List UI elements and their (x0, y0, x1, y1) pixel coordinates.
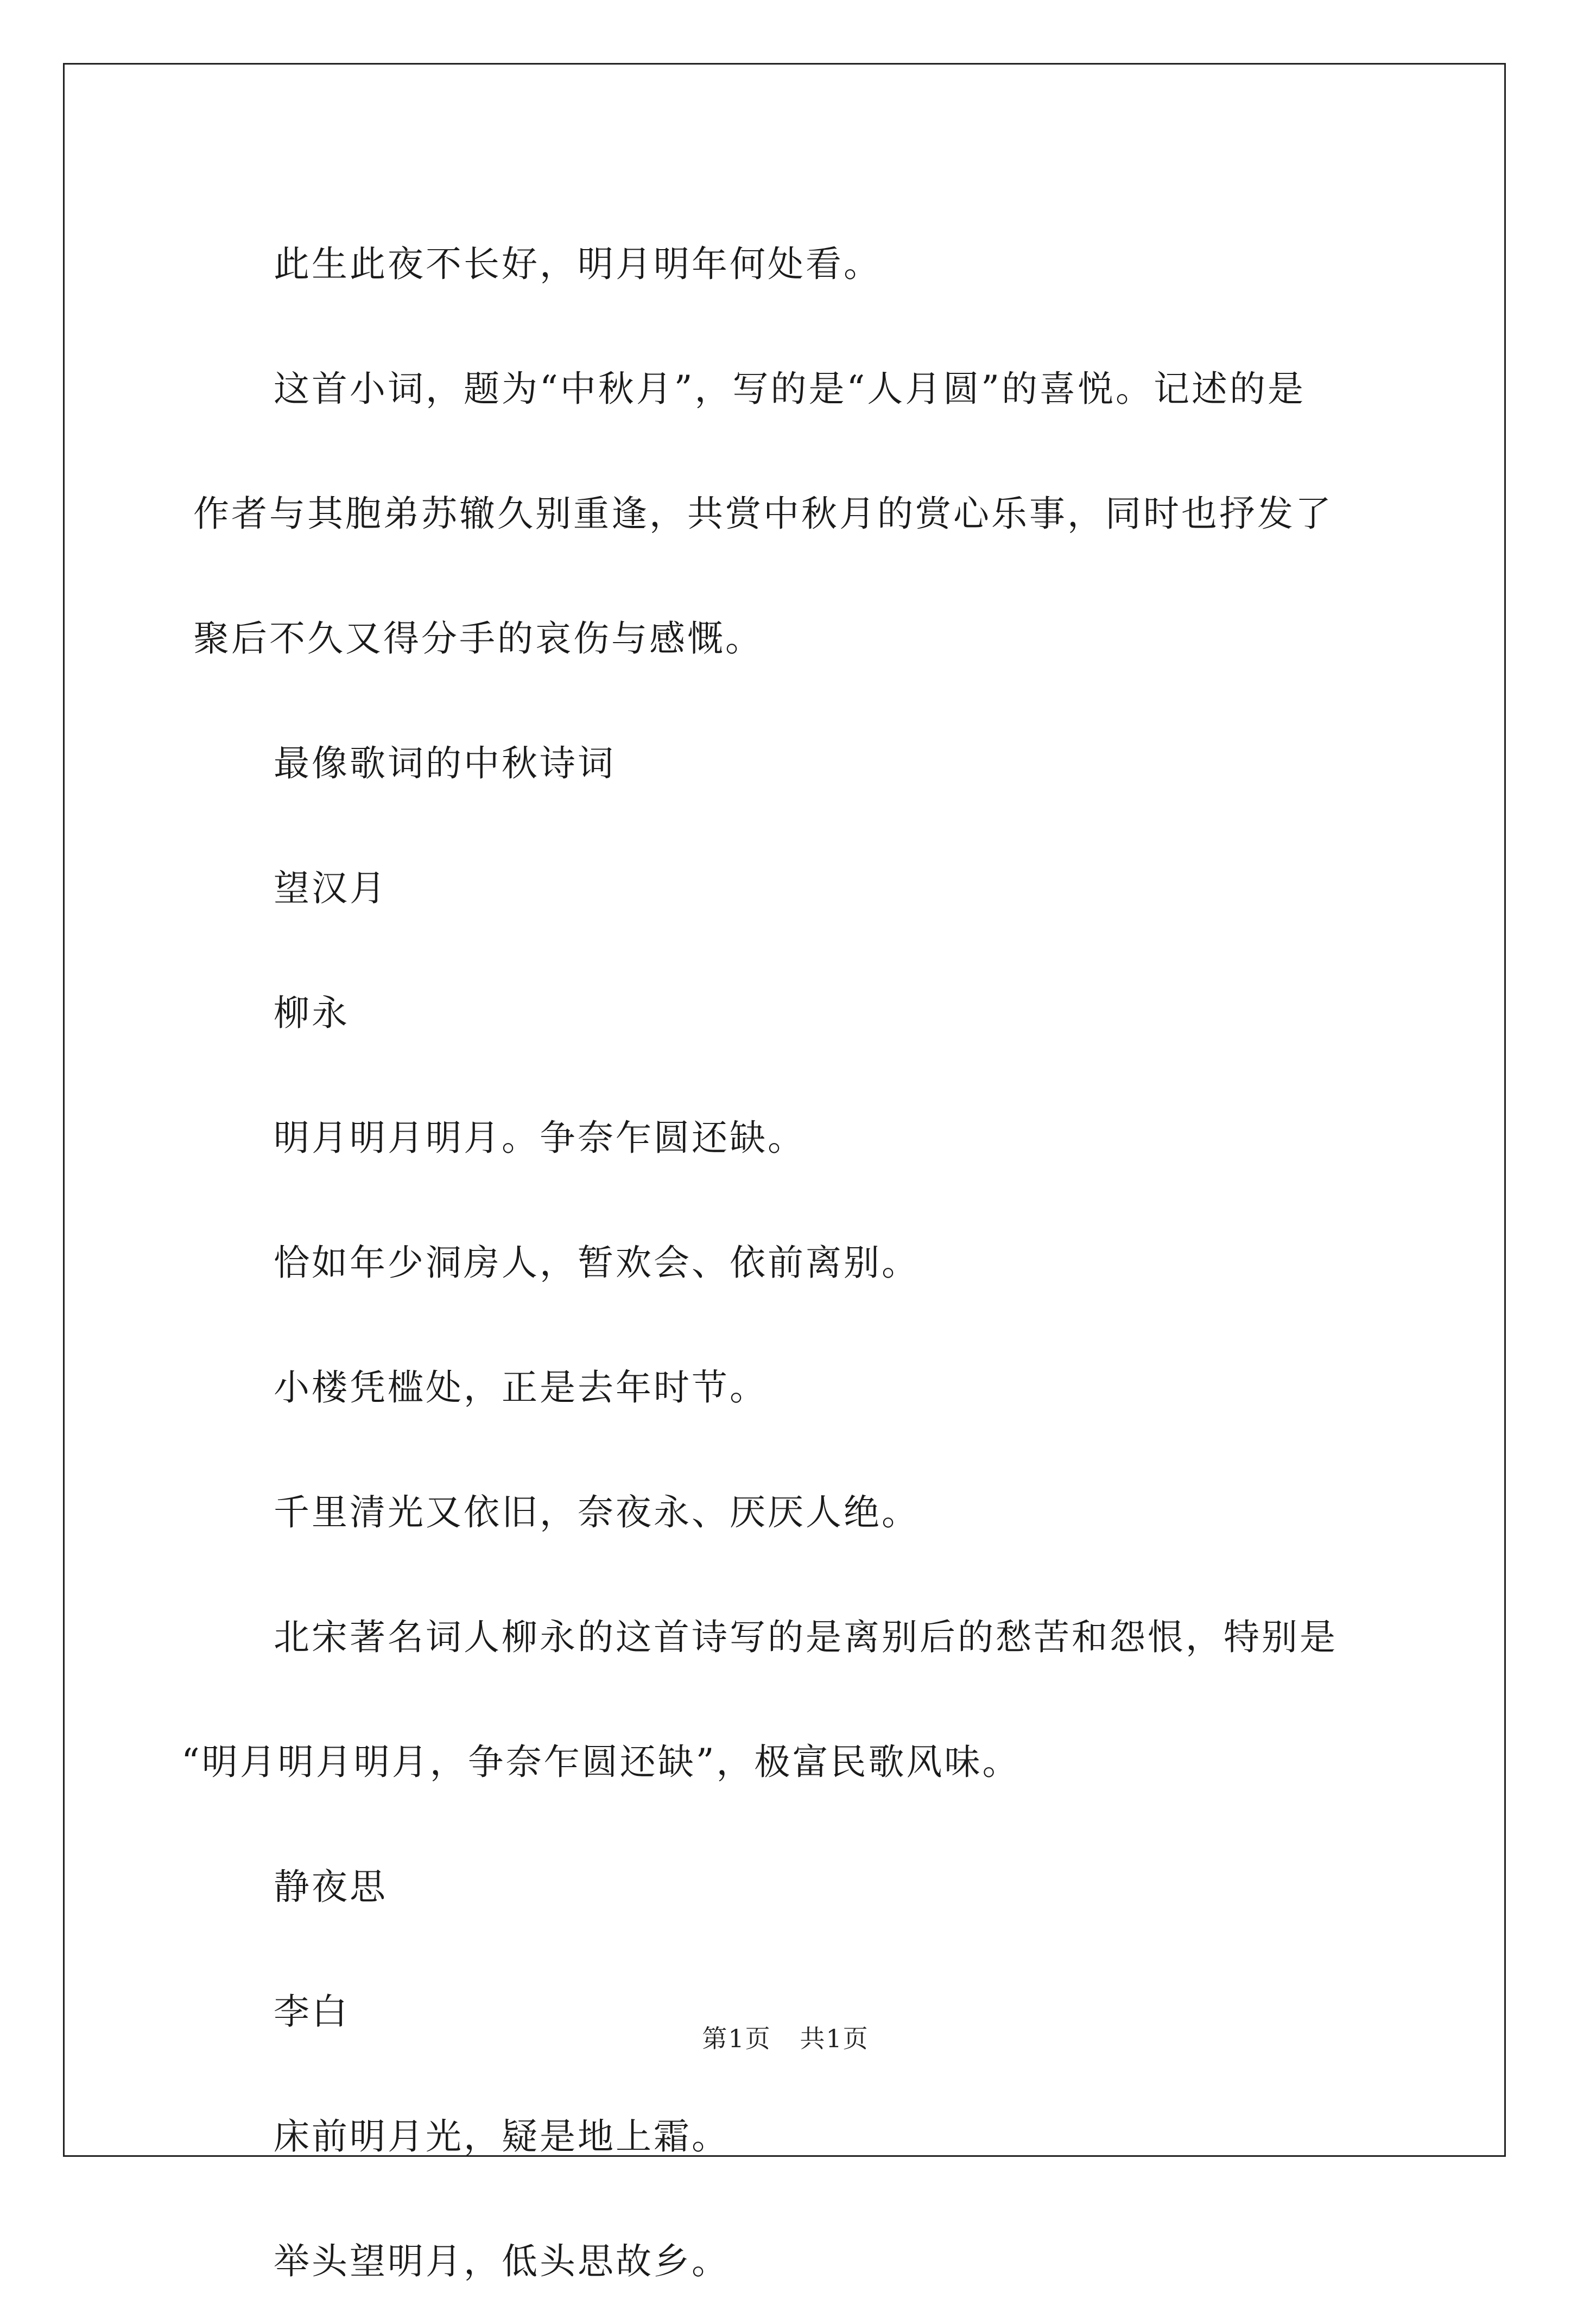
poem-line (193, 1201, 1388, 1325)
text-line: 作者与其胞弟苏辙久别重逢，共赏中秋月的赏心乐事，同时也抒发了 (193, 493, 1333, 535)
text-line: 明月明月明月。争奈乍圆还缺。 (274, 1117, 806, 1159)
poem-line (193, 1076, 1388, 1201)
page-number: 第1页 (702, 2024, 771, 2053)
poem-author (193, 1950, 1388, 2074)
paragraph (193, 202, 1388, 327)
poem-line (193, 1450, 1388, 1575)
text-line: 千里清光又依旧，奈夜永、厌厌人绝。 (274, 1491, 920, 1533)
text-line: 小楼凭槛处，正是去年时节。 (274, 1367, 768, 1408)
text-line: 举头望明月，低头思故乡。 (274, 2240, 730, 2282)
poem-line (193, 1325, 1388, 1450)
text-line: 这首小词，题为“中秋月”，写的是“人月圆”的喜悦。记述的是 (274, 368, 1306, 410)
page-footer (0, 2019, 1571, 2055)
poem-line (193, 2199, 1388, 2324)
poem-line (193, 2074, 1388, 2199)
poem-title (193, 826, 1388, 951)
text-line: 望汉月 (274, 867, 388, 909)
text-line: 李白 (274, 1991, 350, 2033)
section-heading (193, 701, 1388, 826)
text-line: 此生此夜不长好，明月明年何处看。 (274, 243, 882, 285)
paragraph (181, 1575, 1388, 1825)
text-line: 恰如年少洞房人，暂欢会、依前离别。 (274, 1242, 920, 1284)
poem-title (193, 1825, 1388, 1950)
poem-author (193, 951, 1388, 1076)
text-line: 床前明月光，疑是地上霜。 (274, 2116, 730, 2157)
text-line: “明月明月明月，争奈乍圆还缺”，极富民歌风味。 (181, 1741, 1021, 1783)
text-line: 静夜思 (274, 1866, 388, 1908)
text-line: 最像歌词的中秋诗词 (274, 742, 616, 784)
page-total: 共1页 (800, 2024, 869, 2053)
text-line: 柳永 (274, 992, 350, 1034)
paragraph (193, 327, 1388, 701)
text-line: 北宋著名词人柳永的这首诗写的是离别后的愁苦和怨恨，特别是 (274, 1616, 1338, 1658)
text-line: 聚后不久又得分手的哀伤与感慨。 (193, 618, 763, 659)
